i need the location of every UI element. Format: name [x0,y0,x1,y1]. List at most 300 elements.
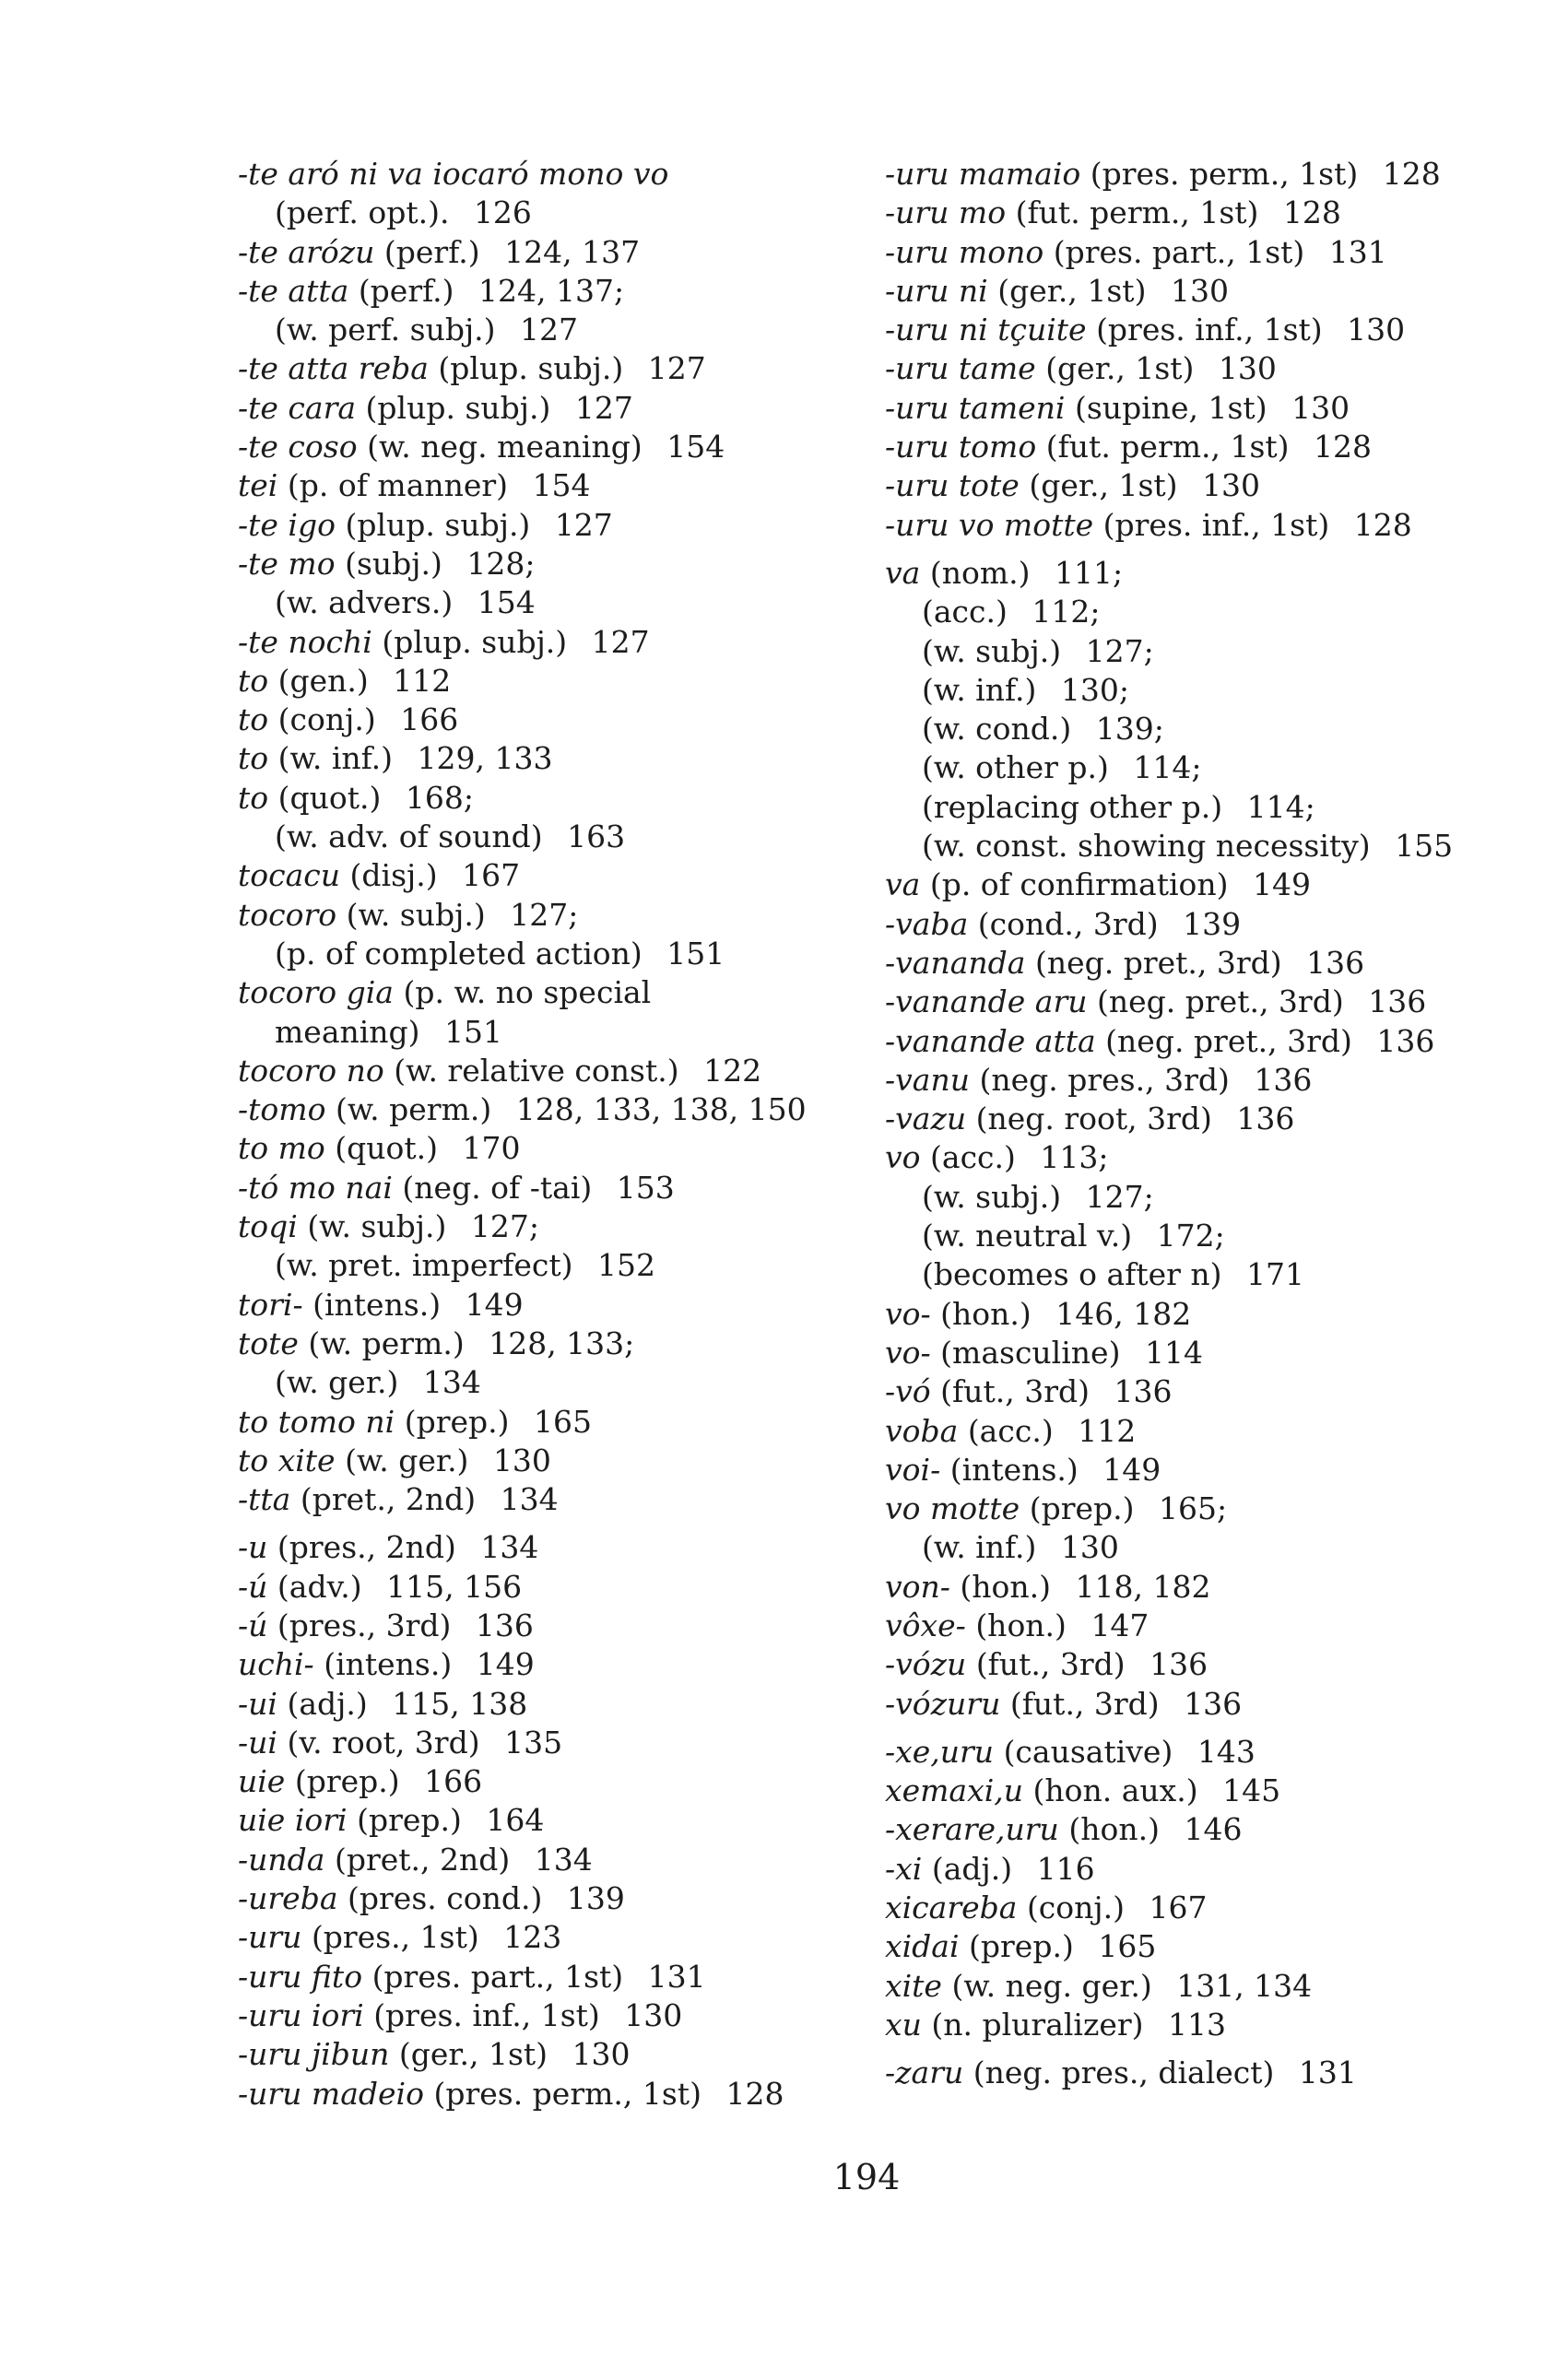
index-entry [885,1772,1530,1810]
index-pages: 128 [725,2075,784,2112]
index-pages: 136 [1306,944,1365,981]
index-pages: 127; [1085,632,1154,669]
index-term: -unda [238,1841,325,1878]
index-gloss: (perf. opt.). [275,194,450,231]
index-gloss: (supine, 1st) [1075,389,1267,426]
index-gloss: (nom.) [929,554,1031,591]
index-entry [238,1762,846,1801]
index-term: -uru vo motte [885,506,1094,543]
index-gloss: (w. const. showing necessity) [922,828,1371,865]
index-pages: 130 [492,1442,551,1478]
index-entry [885,1295,1530,1334]
index-gloss: (perf.) [358,272,454,309]
index-pages: 127 [520,312,579,348]
index-gloss: (hon.) [940,1295,1032,1332]
index-entry [238,155,846,194]
index-gloss: (pres., 3rd) [277,1607,452,1643]
index-gloss: (p. of completed action) [275,935,643,971]
index-gloss: (pres., 1st) [311,1919,479,1956]
index-gloss: (fut. perm., 1st) [1045,429,1290,465]
index-entry [885,311,1530,349]
index-term: -uru [238,1919,302,1956]
index-gloss: (p. of confirmation) [929,866,1229,903]
index-gloss: (w. other p.) [922,749,1109,786]
index-entry [238,466,846,505]
index-term: -vó [885,1373,931,1410]
index-term: tocoro no [238,1052,384,1089]
index-subentry [885,593,1530,631]
index-pages: 114; [1133,749,1202,786]
index-term: -uru mo [885,194,1007,231]
index-pages: 128, 133; [489,1325,635,1361]
index-gloss: (neg. pret., 3rd) [1097,983,1344,1020]
index-term: -ui [238,1724,277,1760]
index-pages: 123 [503,1919,562,1956]
index-pages: 128 [1353,506,1412,543]
index-pages: 127; [510,896,579,933]
index-pages: 130 [572,2036,631,2073]
index-gloss: (prep.) [357,1802,462,1839]
index-pages: 136 [1236,1101,1295,1137]
index-subentry [238,1246,846,1285]
index-gloss: (adv.) [277,1568,362,1605]
index-term: -te aró ni va iocaró mono vo [238,156,669,192]
index-subentry [885,632,1530,671]
index-pages: 131 [1298,2055,1357,2091]
index-term: -uru iori [238,1996,364,2033]
index-gloss: (acc.) [930,1139,1016,1176]
index-pages: 131, 134 [1176,1967,1313,2004]
index-pages: 146 [1184,1811,1243,1848]
index-entry [238,1607,846,1645]
index-term: tori- [238,1286,303,1323]
index-entry [885,389,1530,428]
index-entry [885,1810,1530,1849]
index-entry [885,233,1530,272]
index-pages: 118, 182 [1075,1568,1211,1605]
index-entry [885,1685,1530,1724]
index-entry [238,1442,846,1480]
index-gloss: (pres. inf., 1st) [1102,506,1330,543]
index-term: -ú [238,1607,268,1643]
index-entry [885,944,1530,983]
index-entry [238,233,846,272]
index-gloss: (pres. part., 1st) [1053,233,1305,270]
index-entry [885,1451,1530,1490]
index-entry [238,1996,846,2035]
index-gloss: (neg. root, 3rd) [975,1101,1212,1137]
index-gloss: (v. root, 3rd) [287,1724,480,1760]
index-entry [238,856,846,895]
index-term: -tta [238,1481,291,1518]
index-entry [238,1801,846,1840]
index-gloss: (ger., 1st) [997,272,1147,309]
index-gloss: (neg. of -tai) [402,1169,593,1206]
index-term: -vózuru [885,1685,1001,1722]
index-pages: 128 [1382,156,1441,192]
index-gloss: (plup. subj.) [365,389,551,426]
index-term: -uru tameni [885,389,1066,426]
index-gloss: (pres. part., 1st) [371,1958,624,1995]
index-gloss: (hon.) [960,1568,1052,1605]
index-gloss: (neg. pres., 3rd) [979,1061,1230,1098]
index-gloss: (causative) [1003,1733,1173,1770]
index-term: -vaba [885,905,969,942]
index-entry [885,1138,1530,1177]
index-entry [238,779,846,818]
index-entry [238,623,846,662]
index-pages: 166 [400,701,459,738]
index-subentry [238,311,846,349]
index-pages: 166 [424,1763,483,1800]
index-pages: 115, 138 [392,1685,528,1722]
index-subentry [238,1363,846,1402]
index-entry [238,1568,846,1607]
index-subentry [885,1255,1530,1294]
index-entry [238,1090,846,1129]
index-pages: 136 [1368,983,1427,1020]
index-term: tocoro [238,896,337,933]
index-pages: 143 [1197,1733,1256,1770]
index-gloss: (intens.) [324,1646,453,1683]
index-term: -uru mono [885,233,1044,270]
index-entry [885,1850,1530,1889]
index-term: to tomo ni [238,1403,395,1440]
index-gloss: (w. inf.) [922,1529,1037,1566]
index-entry [238,506,846,545]
index-pages: 165 [1098,1928,1157,1965]
index-pages: 130 [1170,272,1229,309]
index-pages: 112 [393,662,452,699]
index-pages: 126 [473,194,532,231]
index-gloss: meaning) [275,1013,420,1050]
index-gloss: (quot.) [335,1130,439,1167]
index-gloss: (prep.) [1029,1490,1135,1527]
index-entry [238,701,846,739]
index-gloss: (adj.) [931,1850,1013,1887]
index-term: -vazu [885,1101,967,1137]
index-gloss: (w. inf.) [922,671,1037,708]
index-gloss: (w. inf.) [277,740,394,777]
index-pages: 139 [1183,905,1242,942]
index-gloss: (masculine) [940,1334,1121,1371]
index-term: voi- [885,1451,941,1488]
index-entry [885,905,1530,944]
index-entry [885,1889,1530,1927]
index-pages: 153 [616,1169,675,1206]
index-entry [238,2035,846,2074]
index-entry [885,1927,1530,1966]
index-pages: 154 [532,467,591,504]
index-gloss: (prep.) [294,1763,400,1800]
index-subentry [238,818,846,856]
index-gloss: (adj.) [287,1685,368,1722]
index-entry [885,554,1530,593]
index-term: to mo [238,1130,325,1167]
index-term: -uru mamaio [885,156,1081,192]
index-pages: 134 [534,1841,593,1878]
index-term: -uru ni [885,272,988,309]
index-entry [885,1061,1530,1100]
index-gloss: (n. pluralizer) [931,2006,1144,2043]
index-entry [885,428,1530,466]
index-pages: 124, 137; [478,272,625,309]
index-term: -uru tomo [885,429,1037,465]
index-term: -te coso [238,429,358,465]
index-gloss: (intens.) [312,1286,442,1323]
index-pages: 112; [1032,594,1101,630]
index-entry [885,1733,1530,1772]
index-column-left [238,155,846,2114]
index-gloss: (plup. subj.) [345,506,531,543]
index-term: tocoro gia [238,974,394,1011]
index-pages: 127 [574,389,633,426]
index-pages: 139 [566,1880,625,1917]
index-pages: 114; [1246,788,1315,825]
index-gloss: (w. neg. ger.) [951,1967,1152,2004]
index-gloss: (fut., 3rd) [975,1646,1126,1683]
index-gloss: (neg. pret., 3rd) [1105,1022,1352,1059]
index-entry [885,1412,1530,1451]
index-gloss: (hon.) [975,1607,1067,1643]
index-pages: 136 [475,1607,534,1643]
index-pages: 149 [465,1286,524,1323]
index-pages: 136 [1254,1061,1313,1098]
index-subentry [885,710,1530,748]
index-gloss: (p. of manner) [287,467,509,504]
index-entry [238,1645,846,1684]
index-gloss: (fut., 3rd) [940,1373,1091,1410]
index-entry [885,155,1530,194]
index-gloss: (replacing other p.) [922,788,1223,825]
index-term: vo motte [885,1490,1020,1527]
index-pages: 163 [567,818,626,855]
index-pages: 111; [1054,554,1124,591]
index-gloss: (acc.) [967,1412,1054,1449]
index-term: vo- [885,1334,931,1371]
index-term: -zaru [885,2055,964,2091]
index-gloss: (hon. aux.) [1032,1772,1198,1809]
index-entry [238,739,846,778]
index-entry [238,389,846,428]
index-entry [885,1022,1530,1061]
index-pages: 131 [1328,233,1387,270]
index-term: -vózu [885,1646,967,1683]
index-term: uie iori [238,1802,348,1839]
index-term: xemaxi,u [885,1772,1024,1809]
index-term: xicareba [885,1890,1018,1926]
index-entry [885,272,1530,311]
index-entry [885,865,1530,904]
index-pages: 127; [470,1208,540,1245]
index-subentry [885,748,1530,787]
index-pages: 155 [1395,828,1454,865]
index-pages: 135 [504,1724,563,1760]
index-gloss: (w. neg. meaning) [367,429,643,465]
index-entry [885,1490,1530,1528]
index-term: -vanu [885,1061,970,1098]
index-term: uie [238,1763,286,1800]
index-gloss: (subj.) [345,545,442,582]
index-pages: 130 [1202,467,1261,504]
index-term: voba [885,1412,959,1449]
index-term: -u [238,1529,268,1566]
index-term: -tomo [238,1091,326,1128]
index-column-right [885,155,1530,2093]
index-entry [238,1325,846,1363]
index-pages: 151 [666,935,725,971]
index-entry [238,1169,846,1207]
index-term: -te atta reba [238,350,429,387]
index-pages: 149 [1102,1451,1161,1488]
index-pages: 172; [1156,1218,1225,1254]
index-entry [238,1286,846,1325]
index-pages: 113; [1040,1139,1109,1176]
index-gloss: (ger., 1st) [398,2036,548,2073]
index-pages: 167 [462,857,521,894]
index-gloss: (plup. subj.) [438,350,624,387]
index-pages: 149 [476,1646,535,1683]
index-gloss: (gen.) [277,662,369,699]
index-term: xite [885,1967,942,2004]
index-gloss: (fut. perm., 1st) [1015,194,1259,231]
index-entry [238,973,846,1012]
index-term: toqi [238,1208,298,1245]
index-gloss: (w. ger.) [345,1442,469,1478]
index-gloss: (pres. inf., 1st) [373,1996,600,2033]
index-entry [885,2006,1530,2044]
index-gloss: (w. ger.) [275,1364,399,1401]
index-subentry [885,1528,1530,1567]
index-pages: 128; [466,545,536,582]
index-pages: 131 [647,1958,706,1995]
index-gloss: (conj.) [1026,1890,1126,1926]
index-pages: 130 [1347,312,1406,348]
index-term: -uru fito [238,1958,363,1995]
index-pages: 134 [500,1481,559,1518]
index-gloss: (ger., 1st) [1029,467,1178,504]
index-pages: 146, 182 [1055,1295,1192,1332]
index-gloss: (pres. perm., 1st) [1090,156,1359,192]
index-gloss: (pres., 2nd) [277,1529,456,1566]
index-pages: 130; [1060,671,1130,708]
index-term: vo [885,1139,921,1176]
index-entry [238,1528,846,1567]
index-entry [238,272,846,311]
page-number: 194 [832,2157,901,2197]
index-subentry [885,671,1530,710]
index-term: to xite [238,1442,336,1478]
index-gloss: (cond., 3rd) [977,905,1159,942]
index-term: -ureba [238,1880,338,1917]
index-term: -vanande atta [885,1022,1096,1059]
index-gloss: (pres. perm., 1st) [433,2075,701,2112]
index-pages: 127 [647,350,706,387]
index-gloss: (w. subj.) [922,632,1062,669]
index-subentry [238,935,846,973]
index-pages: 130 [1218,350,1277,387]
index-subentry [885,788,1530,827]
index-term: vôxe- [885,1607,966,1643]
index-subentry [238,1013,846,1052]
index-term: -uru tote [885,467,1020,504]
index-entry [885,1334,1530,1372]
index-pages: 122 [703,1052,762,1089]
index-gloss: (w. neutral v.) [922,1218,1133,1254]
index-pages: 113 [1168,2006,1227,2043]
index-term: -xerare,uru [885,1811,1059,1848]
index-pages: 149 [1253,866,1312,903]
index-gloss: (w. perm.) [335,1091,492,1128]
index-pages: 165 [534,1403,593,1440]
index-gloss: (neg. pres., dialect) [973,2055,1275,2091]
index-pages: 154 [666,429,725,465]
index-entry [885,2054,1530,2092]
index-gloss: (pres. cond.) [348,1880,543,1917]
index-term: -vanande aru [885,983,1088,1020]
index-pages: 154 [477,584,536,621]
index-term: va [885,866,921,903]
index-entry [238,1841,846,1879]
index-pages: 145 [1222,1772,1281,1809]
index-gloss: (fut., 3rd) [1009,1685,1160,1722]
index-entry [238,1724,846,1762]
index-gloss: (w. subj.) [922,1178,1062,1215]
index-gloss: (w. perm.) [308,1325,465,1361]
index-entry [885,1967,1530,2006]
index-pages: 136 [1376,1022,1435,1059]
index-pages: 127; [1085,1178,1154,1215]
index-term: -vananda [885,944,1026,981]
index-term: -uru tame [885,350,1036,387]
index-pages: 165; [1159,1490,1228,1527]
index-pages: 128, 133, 138, 150 [515,1091,807,1128]
index-term: tei [238,467,278,504]
index-entry [238,1685,846,1724]
index-subentry [885,827,1530,865]
index-entry [885,1100,1530,1138]
index-entry [238,428,846,466]
index-pages: 152 [597,1247,655,1284]
index-term: -te cara [238,389,357,426]
index-term: uchi- [238,1646,314,1683]
index-pages: 134 [422,1364,481,1401]
index-subentry [885,1178,1530,1217]
index-term: -ú [238,1568,268,1605]
index-term: xidai [885,1928,960,1965]
index-gloss: (w. adv. of sound) [275,818,543,855]
index-entry [885,1645,1530,1684]
index-entry [885,1568,1530,1607]
index-gloss: (p. w. no special [403,974,652,1011]
index-pages: 114 [1144,1334,1203,1371]
index-gloss: (quot.) [277,779,382,816]
index-pages: 127 [591,623,650,660]
index-gloss: (prep.) [969,1928,1074,1965]
index-term: to [238,740,269,777]
index-pages: 129, 133 [417,740,553,777]
index-pages: 136 [1149,1646,1208,1683]
index-pages: 128 [1314,429,1373,465]
index-term: -uru madeio [238,2075,424,2112]
index-gloss: (becomes o after n) [922,1256,1222,1293]
index-gloss: (w. advers.) [275,584,454,621]
index-entry [238,1480,846,1519]
index-gloss: (prep.) [404,1403,510,1440]
index-term: -xe,uru [885,1733,995,1770]
index-pages: 127 [554,506,613,543]
index-pages: 151 [444,1013,503,1050]
